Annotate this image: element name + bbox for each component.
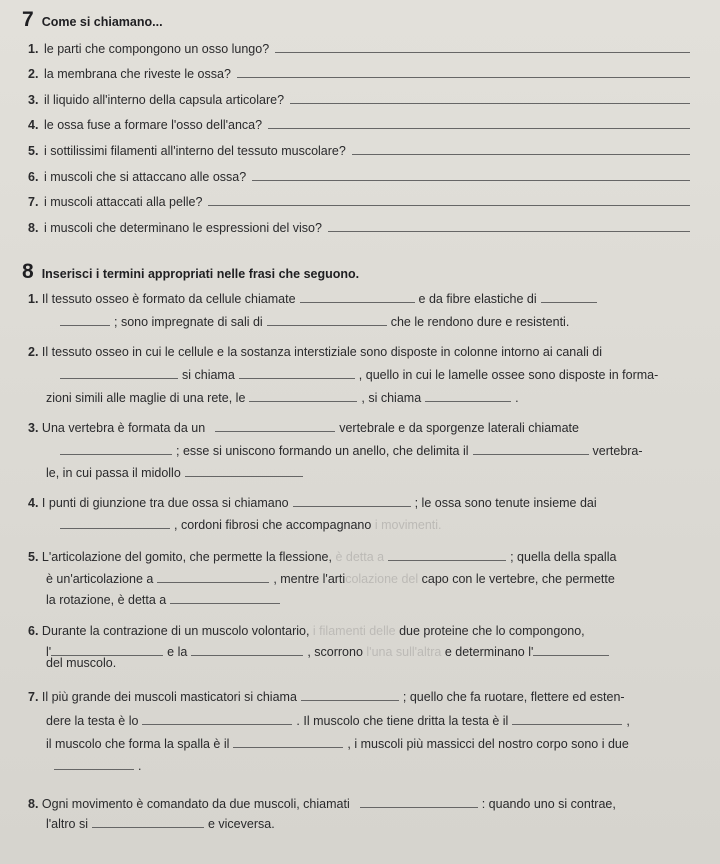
- answer-blank[interactable]: [300, 301, 415, 303]
- sentence-text: l': [46, 645, 52, 659]
- answer-blank[interactable]: [388, 559, 506, 561]
- question-number: 5.: [28, 144, 39, 158]
- answer-blank[interactable]: [60, 453, 172, 455]
- answer-blank[interactable]: [293, 505, 411, 507]
- sentence-text: .: [515, 391, 519, 405]
- ex8-item-3-line-3: [46, 466, 307, 480]
- sentence-text: ; quella della spalla: [510, 550, 617, 564]
- item-number: 6.: [28, 624, 39, 638]
- question-text: la membrana che riveste le ossa?: [44, 67, 231, 81]
- answer-blank[interactable]: [249, 400, 357, 402]
- answer-blank[interactable]: [267, 324, 387, 326]
- question-number: 1.: [28, 42, 39, 56]
- ex8-item-5-line-2: [46, 572, 615, 586]
- sentence-text: le, in cui passa il midollo: [46, 466, 181, 480]
- ex8-item-6-line-2: [46, 645, 613, 659]
- sentence-text: Il più grande dei muscoli masticatori si chiama: [41, 690, 297, 704]
- ex7-question-5: [28, 144, 690, 158]
- sentence-text: e determinano l': [444, 645, 534, 659]
- sentence-text: dere la testa è lo: [46, 714, 139, 728]
- exercise-8-title: Inserisci i termini appropriati nelle frasi che seguono.: [41, 267, 360, 281]
- question-number: 7.: [28, 195, 39, 209]
- sentence-text: ,: [626, 714, 630, 728]
- sentence-text: ; quello che fa ruotare, flettere ed esten-: [402, 690, 625, 704]
- ex7-question-1: [28, 42, 690, 56]
- answer-blank[interactable]: [92, 826, 204, 828]
- faded-text: l'una sull'altra: [366, 645, 442, 659]
- sentence-text: zioni simili alle maglie di una rete, le: [46, 391, 246, 405]
- sentence-text: è un'articolazione a: [46, 572, 154, 586]
- sentence-text: , mentre l'arti: [273, 572, 346, 586]
- answer-blank[interactable]: [157, 581, 269, 583]
- sentence-text: del muscolo.: [46, 656, 117, 670]
- answer-blank[interactable]: [233, 746, 343, 748]
- question-text: i muscoli attaccati alla pelle?: [44, 195, 203, 209]
- faded-text: è detta a: [335, 550, 385, 564]
- ex8-item-1-line-1: [28, 292, 601, 306]
- sentence-text: Il tessuto osseo in cui le cellule e la sostanza interstiziale sono disposte in colonne intorno ai canali di: [41, 345, 602, 359]
- sentence-text: e viceversa.: [207, 817, 275, 831]
- ex8-item-8-line-1: [28, 797, 616, 811]
- sentence-text: L'articolazione del gomito, che permette la flessione,: [41, 550, 332, 564]
- sentence-text: , scorrono: [307, 645, 363, 659]
- ex8-item-6-line-3: [46, 656, 116, 670]
- sentence-text: : quando uno si contrae,: [481, 797, 616, 811]
- sentence-text: , cordoni fibrosi che accompagnano: [174, 518, 372, 532]
- faded-text: i movimenti.: [374, 518, 442, 532]
- item-number: 2.: [28, 345, 39, 359]
- answer-blank[interactable]: [290, 102, 690, 104]
- answer-blank[interactable]: [541, 301, 597, 303]
- item-number: 4.: [28, 496, 39, 510]
- ex8-item-6-line-1: [28, 624, 585, 638]
- sentence-text: Ogni movimento è comandato da due muscoli, chiamati: [41, 797, 350, 811]
- sentence-text: vertebra-: [592, 444, 643, 458]
- sentence-text: Durante la contrazione di un muscolo volontario,: [41, 624, 310, 638]
- answer-blank[interactable]: [208, 204, 690, 206]
- answer-blank[interactable]: [252, 179, 690, 181]
- ex8-item-5-line-1: [28, 550, 616, 564]
- answer-blank[interactable]: [60, 527, 170, 529]
- question-text: i muscoli che determinano le espressioni del viso?: [44, 221, 322, 235]
- sentence-text: , si chiama: [361, 391, 422, 405]
- sentence-text: capo con le vertebre, che permette: [421, 572, 615, 586]
- sentence-text: ; sono impregnate di sali di: [114, 315, 263, 329]
- sentence-text: ; le ossa sono tenute insieme dai: [414, 496, 597, 510]
- ex8-item-2-line-1: [28, 345, 602, 359]
- answer-blank[interactable]: [239, 377, 355, 379]
- answer-blank[interactable]: [360, 806, 478, 808]
- ex8-item-7-line-4: [46, 759, 141, 773]
- ex8-item-7-line-1: [28, 690, 625, 704]
- answer-blank[interactable]: [54, 768, 134, 770]
- sentence-text: Il tessuto osseo è formato da cellule chiamate: [41, 292, 296, 306]
- ex7-question-3: [28, 93, 690, 107]
- sentence-text: l'altro si: [46, 817, 88, 831]
- sentence-text: , i muscoli più massicci del nostro corpo sono i due: [347, 737, 629, 751]
- answer-blank[interactable]: [352, 153, 690, 155]
- answer-blank[interactable]: [275, 51, 690, 53]
- ex8-item-5-line-3: [46, 593, 284, 607]
- ex7-question-4: [28, 118, 690, 132]
- ex7-question-7: [28, 195, 690, 209]
- sentence-text: che le rendono dure e resistenti.: [390, 315, 570, 329]
- answer-blank[interactable]: [301, 699, 399, 701]
- question-text: i muscoli che si attaccano alle ossa?: [44, 170, 247, 184]
- exercise-7-header: [22, 8, 163, 32]
- ex8-item-3-line-2: [46, 444, 643, 458]
- question-text: il liquido all'interno della capsula articolare?: [44, 93, 285, 107]
- item-number: 7.: [28, 690, 39, 704]
- sentence-text: si chiama: [182, 368, 235, 382]
- sentence-text: due proteine che lo compongono,: [399, 624, 585, 638]
- sentence-text: . Il muscolo che tiene dritta la testa è il: [296, 714, 509, 728]
- answer-blank[interactable]: [533, 654, 609, 656]
- answer-blank[interactable]: [60, 324, 110, 326]
- sentence-text: , quello in cui le lamelle ossee sono disposte in forma-: [358, 368, 659, 382]
- answer-blank[interactable]: [237, 76, 690, 78]
- ex8-item-2-line-3: [46, 391, 519, 405]
- ex8-item-1-line-2: [46, 315, 569, 329]
- ex7-question-6: [28, 170, 690, 184]
- answer-blank[interactable]: [328, 230, 690, 232]
- answer-blank[interactable]: [215, 430, 335, 432]
- ex8-item-3-line-1: [28, 421, 579, 435]
- sentence-text: vertebrale e da sporgenze laterali chiamate: [339, 421, 579, 435]
- ex7-question-8: [28, 221, 690, 235]
- question-text: i sottilissimi filamenti all'interno del tessuto muscolare?: [44, 144, 346, 158]
- answer-blank[interactable]: [191, 654, 303, 656]
- question-number: 3.: [28, 93, 39, 107]
- answer-blank[interactable]: [185, 475, 303, 477]
- answer-blank[interactable]: [170, 602, 280, 604]
- question-number: 4.: [28, 118, 39, 132]
- exercise-8-number: 8: [22, 260, 34, 283]
- answer-blank[interactable]: [512, 723, 622, 725]
- ex8-item-4-line-2: [46, 518, 442, 532]
- answer-blank[interactable]: [473, 453, 589, 455]
- ex8-item-2-line-2: [46, 368, 658, 382]
- faded-text: colazione del: [345, 572, 419, 586]
- ex7-question-2: [28, 67, 690, 81]
- ex8-item-4-line-1: [28, 496, 597, 510]
- question-number: 8.: [28, 221, 39, 235]
- exercise-8-header: [22, 260, 359, 284]
- sentence-text: ; esse si uniscono formando un anello, che delimita il: [176, 444, 469, 458]
- item-number: 1.: [28, 292, 39, 306]
- ex8-item-8-line-2: [46, 817, 275, 831]
- answer-blank[interactable]: [425, 400, 511, 402]
- question-number: 2.: [28, 67, 39, 81]
- answer-blank[interactable]: [60, 377, 178, 379]
- sentence-text: il muscolo che forma la spalla è il: [46, 737, 230, 751]
- sentence-text: e da fibre elastiche di: [418, 292, 537, 306]
- exercise-7-title: Come si chiamano...: [41, 15, 163, 29]
- question-text: le parti che compongono un osso lungo?: [44, 42, 270, 56]
- sentence-text: Una vertebra è formata da un: [41, 421, 206, 435]
- question-text: le ossa fuse a formare l'osso dell'anca?: [44, 118, 263, 132]
- sentence-text: e la: [167, 645, 188, 659]
- item-number: 5.: [28, 550, 39, 564]
- sentence-text: .: [138, 759, 142, 773]
- ex8-item-7-line-2: [46, 714, 630, 728]
- ex8-item-7-line-3: [46, 737, 629, 751]
- exercise-7-number: 7: [22, 8, 34, 31]
- item-number: 3.: [28, 421, 39, 435]
- question-number: 6.: [28, 170, 39, 184]
- sentence-text: la rotazione, è detta a: [46, 593, 167, 607]
- answer-blank[interactable]: [142, 723, 292, 725]
- sentence-text: I punti di giunzione tra due ossa si chiamano: [41, 496, 289, 510]
- answer-blank[interactable]: [268, 127, 690, 129]
- item-number: 8.: [28, 797, 39, 811]
- faded-text: i filamenti delle: [312, 624, 396, 638]
